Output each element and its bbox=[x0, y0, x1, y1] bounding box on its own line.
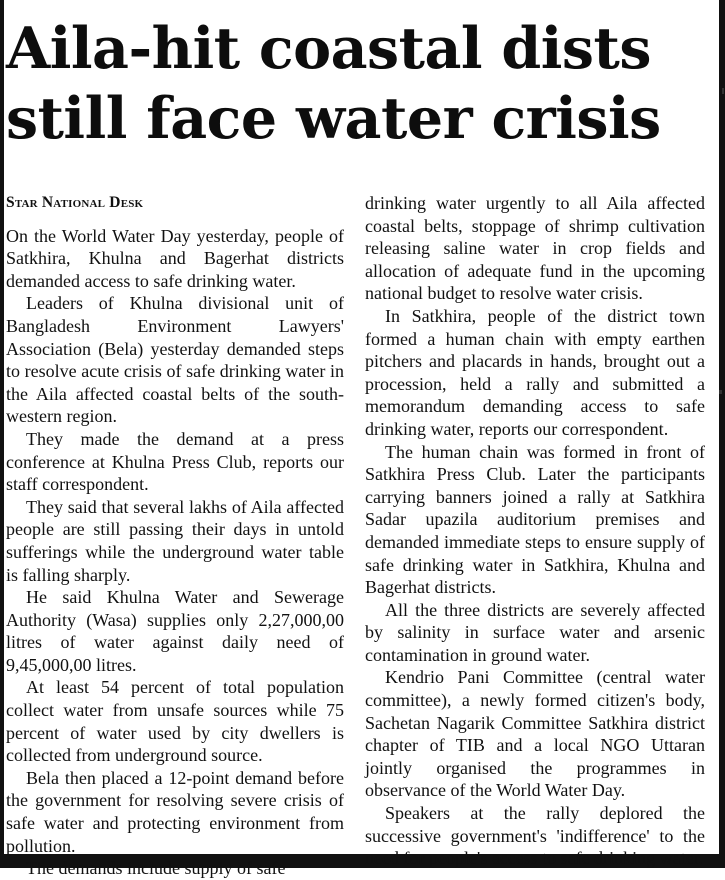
paragraph: He said Khulna Water and Sewerage Authority (Wasa) supplies only 2,27,000,00 litres of water against daily need of 9,45,000,00 litres. bbox=[6, 587, 344, 675]
paragraph: The demands include supply of safe bbox=[26, 858, 286, 879]
headline: Aila-hit coastal dists still face water crisis bbox=[6, 15, 661, 152]
paragraph: The human chain was formed in front of Satkhira Press Club. Later the participants carrying banners joined a rally at Satkhira Sadar upazila auditorium premises and demanded immediate steps to ensure supply of safe drinking water in Satkhira, Khulna and Bagerhat districts. bbox=[365, 441, 705, 598]
paragraph: Leaders of Khulna divisional unit of Bangladesh Environment Lawyers' Association (Bela) yesterday demanded steps to resolve acute crisis of safe drinking water in the Aila affected coastal belts of the south-western region. bbox=[6, 293, 344, 427]
paragraph: drinking water urgently to all Aila affected coastal belts, stoppage of shrimp cultivation releasing saline water in crop fields and allocation of adequate fund in the upcoming national budget to resolve water crisis. bbox=[365, 193, 705, 304]
paragraph: All the three districts are severely affected by salinity in surface water and arsenic contamination in ground water. bbox=[365, 599, 705, 665]
paragraph: Kendrio Pani Committee (central water committee), a newly formed citizen's body, Sachetan Nagarik Committee Satkhira district chapter of TIB and a local NGO Uttaran jointly organised the programmes in observance of the World Water Day. bbox=[365, 667, 705, 801]
paragraph: At least 54 percent of total population collect water from unsafe sources while 75 percent of water used by city dwellers is collected from underground source. bbox=[6, 677, 344, 766]
paragraph: They said that several lakhs of Aila affected people are still passing their days in untold sufferings while the underground water table is falling sharply. bbox=[6, 496, 344, 585]
paragraph: On the World Water Day yesterday, people of Satkhira, Khulna and Bagerhat districts demanded access to safe drinking water. bbox=[6, 225, 344, 291]
paragraph: Bela then placed a 12-point demand before the government for resolving severe crisis of safe water and protecting environment from pollution. bbox=[6, 767, 344, 856]
byline: Star National Desk bbox=[6, 194, 144, 211]
edge-mark bbox=[719, 390, 722, 394]
paragraph: They made the demand at a press conference at Khulna Press Club, reports our staff correspondent. bbox=[6, 428, 344, 495]
article-column-left bbox=[6, 190, 344, 880]
paragraph: Speakers at the rally deplored the successive government's 'indifference' to the need for people's access to safe drinking water. bbox=[365, 803, 705, 869]
edge-mark bbox=[722, 88, 724, 94]
article-column-right bbox=[365, 192, 705, 870]
paragraph: In Satkhira, people of the district town formed a human chain with empty earthen pitchers and placards in hands, brought out a procession, held a rally and submitted a memorandum demanding access to safe drinking water, reports our correspondent. bbox=[365, 305, 705, 439]
